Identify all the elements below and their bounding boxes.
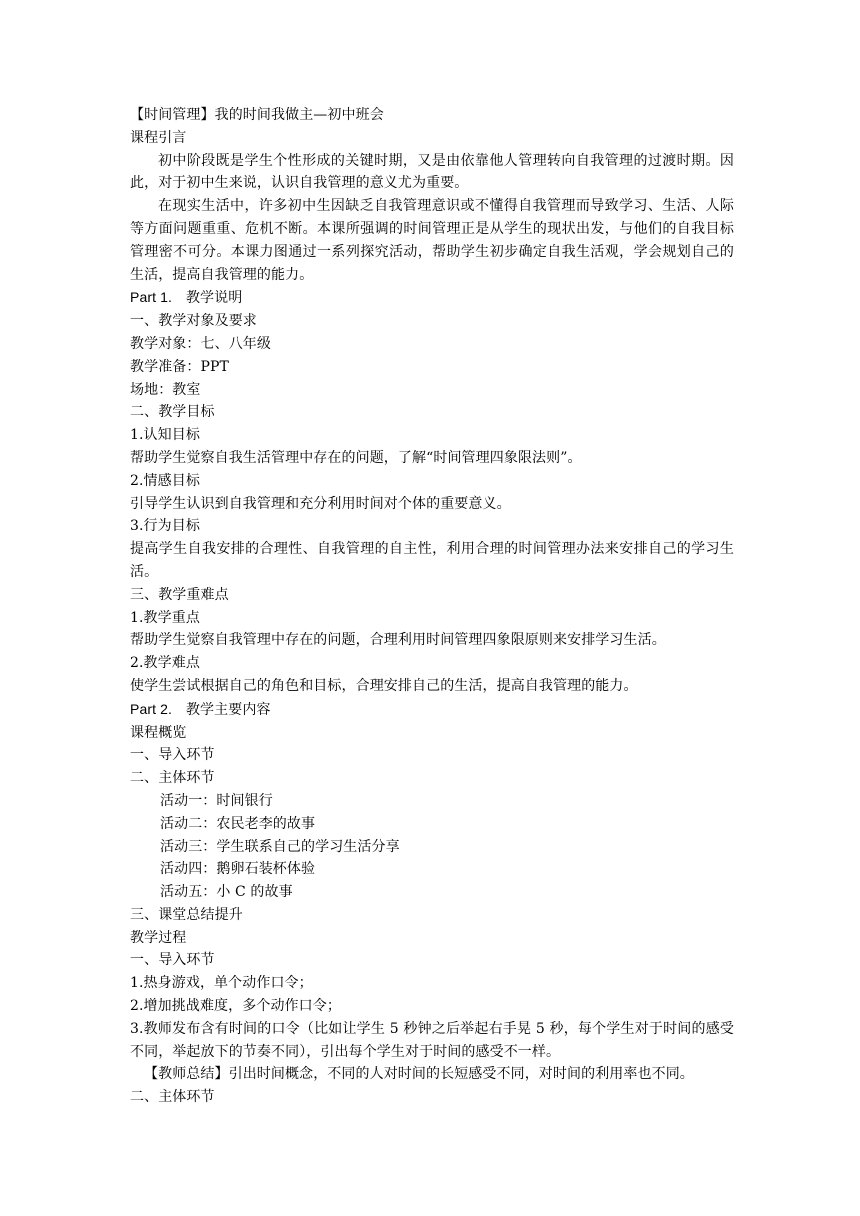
key-point-text: 帮助学生觉察自我管理中存在的问题，合理利用时间管理四象限原则来安排学习生活。 xyxy=(130,632,666,649)
part1-label: Part 1. xyxy=(130,289,172,306)
teacher-summary: 【教师总结】引出时间概念，不同的人对时间的长短感受不同，对时间的利用率也不同。 xyxy=(144,1066,694,1083)
teaching-target: 教学对象：七、八年级 xyxy=(130,335,271,352)
intro-paragraph-1: 初中阶段既是学生个性形成的关键时期，又是由依靠他人管理转向自我管理的过渡时期。因此，对于初中生来说，认识自我管理的意义尤为重要。 xyxy=(130,152,734,192)
part2-heading xyxy=(130,698,734,722)
intro-paragraph-2: 在现实生活中，许多初中生因缺乏自我管理意识或不懂得自我管理而导致学习、生活、人际等方面问题重重、危机不断。本课所强调的时间管理正是从学生的现状出发，与他们的自我目标管理密不可分。本课力图通过一系列探究活动，帮助学生初步确定自我生活观，学会规划自己的生活，提高自我管理的能力。 xyxy=(130,198,734,283)
goal-title: 2.情感目标 xyxy=(130,472,200,489)
process-step: 2.增加挑战难度，多个动作口令； xyxy=(130,998,341,1015)
activity-item: 活动一：时间银行 xyxy=(160,792,273,809)
overview-item: 二、主体环节 xyxy=(130,770,215,787)
section-heading: 一、教学对象及要求 xyxy=(130,313,257,330)
process-step: 1.热身游戏，单个动作口令； xyxy=(130,975,313,992)
activity-item: 活动五：小 C 的故事 xyxy=(160,884,293,901)
overview-item: 一、导入环节 xyxy=(130,747,215,764)
key-point-title: 2.教学难点 xyxy=(130,655,200,672)
section-heading: 二、教学目标 xyxy=(130,404,215,421)
overview-item: 三、课堂总结提升 xyxy=(130,906,243,923)
overview-heading: 课程概览 xyxy=(130,724,187,741)
activity-item: 活动四：鹅卵石装杯体验 xyxy=(160,861,316,878)
goal-text: 提高学生自我安排的合理性、自我管理的自主性，利用合理的时间管理办法来安排自己的学习生活。 xyxy=(130,541,734,580)
teaching-venue: 场地：教室 xyxy=(130,381,201,398)
process-heading: 教学过程 xyxy=(130,929,187,946)
process-section: 一、导入环节 xyxy=(130,952,215,969)
key-point-text: 使学生尝试根据自己的角色和目标，合理安排自己的生活，提高自我管理的能力。 xyxy=(130,677,638,694)
part2-label: Part 2. xyxy=(130,700,172,717)
goal-title: 1.认知目标 xyxy=(130,427,200,444)
part1-title: 教学说明 xyxy=(185,290,243,307)
document-title: 【时间管理】我的时间我做主—初中班会 xyxy=(130,107,384,123)
part1-heading xyxy=(130,286,734,310)
activity-item: 活动二：农民老李的故事 xyxy=(160,815,316,832)
process-step: 3.教师发布含有时间的口令（比如让学生 5 秒钟之后举起右手晃 5 秒，每个学生对于时间的感受不同，举起放下的节奏不同），引出每个学生对于时间的感受不一样。 xyxy=(130,1020,734,1060)
activity-item: 活动三：学生联系自己的学习生活分享 xyxy=(160,838,400,855)
goal-text: 帮助学生觉察自我生活管理中存在的问题，了解“时间管理四象限法则”。 xyxy=(130,449,582,466)
goal-title: 3.行为目标 xyxy=(130,518,200,535)
section-heading: 三、教学重难点 xyxy=(130,586,229,603)
intro-heading: 课程引言 xyxy=(130,129,187,146)
part2-title: 教学主要内容 xyxy=(185,701,271,718)
goal-text: 引导学生认识到自我管理和充分利用时间对个体的重要意义。 xyxy=(130,495,511,512)
key-point-title: 1.教学重点 xyxy=(130,609,200,626)
teaching-preparation: 教学准备：PPT xyxy=(130,358,229,375)
process-section: 二、主体环节 xyxy=(130,1089,215,1106)
document-page xyxy=(130,104,734,1109)
